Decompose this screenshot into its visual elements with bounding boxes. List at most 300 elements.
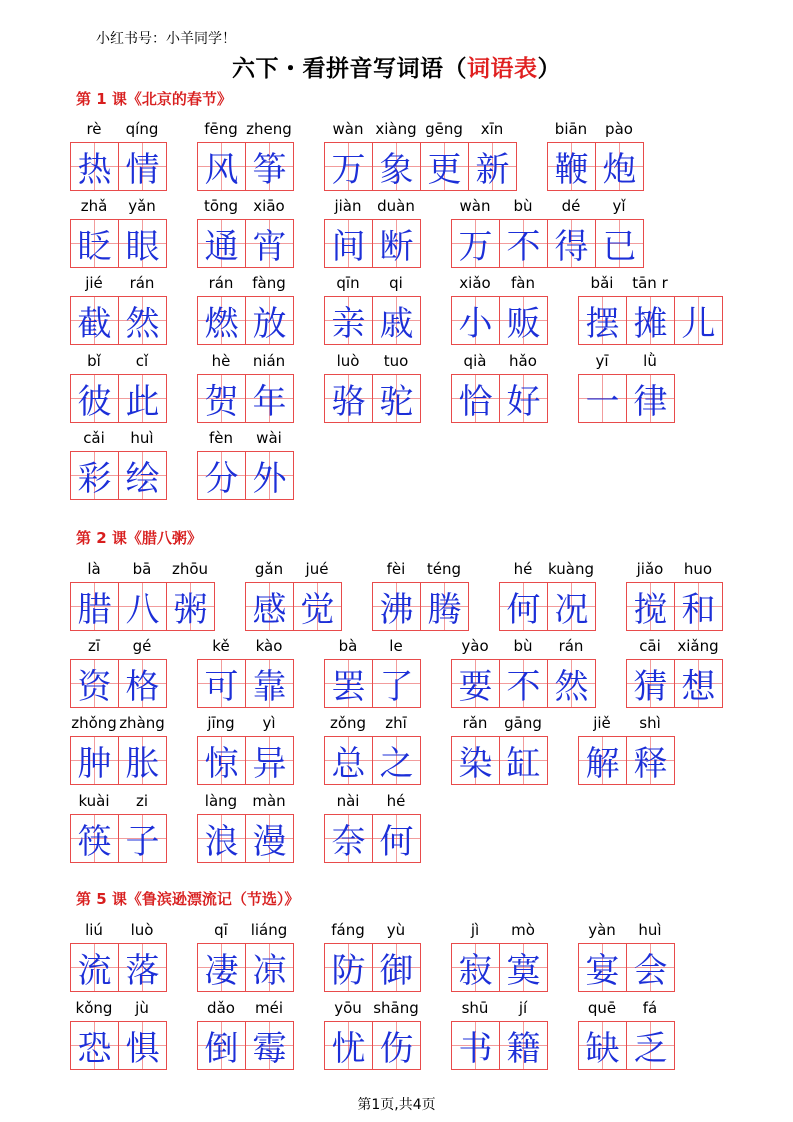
tianzige-cell [118, 374, 167, 423]
hanzi-character: 炮 [602, 150, 637, 190]
pinyin-label: dǎo [207, 999, 235, 1017]
pinyin-label: gǎn [254, 560, 284, 578]
hanzi-character: 恰 [458, 382, 493, 422]
pinyin-label: wàn [459, 197, 491, 215]
tianzige-cell [499, 1021, 548, 1070]
hanzi-character: 年 [252, 382, 287, 422]
pinyin-label: yī [595, 352, 609, 370]
tianzige-cell [70, 142, 119, 191]
hanzi-character: 贺 [204, 382, 239, 422]
tianzige-cell [372, 142, 421, 191]
pinyin-label: bù [513, 197, 533, 215]
tianzige-cell [547, 219, 596, 268]
tianzige-cell [324, 943, 373, 992]
hanzi-character: 漫 [252, 822, 287, 862]
hanzi-character: 恐 [77, 1029, 112, 1069]
pinyin-label: shì [639, 714, 661, 732]
pinyin-label: bà [338, 637, 358, 655]
title-main: 六下・看拼音写词语（ [232, 56, 467, 82]
page-title [0, 50, 793, 83]
hanzi-character: 贩 [506, 304, 541, 344]
pinyin-label: màn [252, 792, 286, 810]
tianzige-cell [324, 659, 373, 708]
hanzi-character: 凉 [252, 951, 287, 991]
hanzi-character: 眨 [77, 227, 112, 267]
pinyin-label: pào [605, 120, 633, 138]
tianzige-cell [451, 659, 500, 708]
hanzi-character: 象 [379, 150, 414, 190]
pinyin-label: zǒng [329, 714, 367, 732]
tianzige-cell [70, 374, 119, 423]
hanzi-character: 落 [125, 951, 160, 991]
hanzi-character: 忧 [331, 1029, 366, 1069]
hanzi-character: 御 [379, 951, 414, 991]
tianzige-cell [451, 1021, 500, 1070]
pinyin-label: zhàng [119, 714, 165, 732]
pinyin-label: jīng [207, 714, 235, 732]
pinyin-label: qīn [336, 274, 360, 292]
tianzige-cell [626, 1021, 675, 1070]
hanzi-character: 何 [506, 590, 541, 630]
tianzige-cell [324, 296, 373, 345]
pinyin-label: yàn [588, 921, 616, 939]
hanzi-character: 了 [379, 667, 414, 707]
pinyin-label: yōu [334, 999, 362, 1017]
pinyin-label: fáng [331, 921, 365, 939]
pinyin-label: huo [683, 560, 713, 578]
hanzi-character: 子 [125, 822, 160, 862]
hanzi-character: 腊 [77, 590, 112, 630]
pinyin-label: gāng [504, 714, 542, 732]
tianzige-cell [197, 1021, 246, 1070]
tianzige-cell [324, 374, 373, 423]
hanzi-character: 沸 [379, 590, 414, 630]
pinyin-label: zhǒng [71, 714, 117, 732]
tianzige-cell [118, 142, 167, 191]
pinyin-label: zhōu [171, 560, 209, 578]
hanzi-character: 解 [585, 744, 620, 784]
hanzi-character: 何 [379, 822, 414, 862]
pinyin-label: jué [305, 560, 329, 578]
pinyin-label: rán [208, 274, 234, 292]
hanzi-character: 分 [204, 459, 239, 499]
pinyin-label: hè [211, 352, 231, 370]
hanzi-character: 更 [427, 150, 462, 190]
pinyin-label: yì [262, 714, 276, 732]
tianzige-cell [674, 659, 723, 708]
pinyin-label: fèi [386, 560, 406, 578]
hanzi-character: 然 [125, 304, 160, 344]
pinyin-label: jù [135, 999, 149, 1017]
pinyin-label: qī [214, 921, 228, 939]
pinyin-label: fá [642, 999, 658, 1017]
hanzi-character: 鞭 [554, 150, 589, 190]
hanzi-character: 伤 [379, 1029, 414, 1069]
hanzi-character: 搅 [633, 590, 668, 630]
lesson-heading: 第 5 课《鲁滨逊漂流记（节选）》 [76, 890, 300, 908]
tianzige-cell [499, 219, 548, 268]
hanzi-character: 外 [252, 459, 287, 499]
pinyin-label: yǎn [128, 197, 156, 215]
pinyin-label: téng [426, 560, 462, 578]
hanzi-character: 一 [585, 382, 620, 422]
tianzige-cell [245, 219, 294, 268]
tianzige-cell [245, 142, 294, 191]
tianzige-cell [245, 736, 294, 785]
hanzi-character: 缸 [506, 744, 541, 784]
tianzige-cell [197, 814, 246, 863]
hanzi-character: 放 [252, 304, 287, 344]
tianzige-cell [245, 943, 294, 992]
tianzige-cell [118, 1021, 167, 1070]
hanzi-character: 倒 [204, 1029, 239, 1069]
tianzige-cell [674, 582, 723, 631]
hanzi-character: 流 [77, 951, 112, 991]
hanzi-character: 摊 [633, 304, 668, 344]
hanzi-character: 律 [633, 382, 668, 422]
hanzi-character: 染 [458, 744, 493, 784]
pinyin-label: liú [85, 921, 103, 939]
pinyin-label: yù [386, 921, 406, 939]
hanzi-character: 粥 [173, 590, 208, 630]
hanzi-character: 异 [252, 744, 287, 784]
hanzi-character: 靠 [252, 667, 287, 707]
watermark-text: 小红书号：小羊同学！ [96, 31, 236, 47]
pinyin-label: wài [256, 429, 282, 447]
hanzi-character: 眼 [125, 227, 160, 267]
pinyin-label: zhī [385, 714, 407, 732]
pinyin-label: qíng [125, 120, 159, 138]
pinyin-label: xīn [480, 120, 504, 138]
pinyin-label: jié [85, 274, 103, 292]
pinyin-label: zheng [246, 120, 292, 138]
tianzige-cell [372, 374, 421, 423]
pinyin-label: huì [638, 921, 662, 939]
tianzige-cell [118, 582, 167, 631]
hanzi-character: 书 [458, 1029, 493, 1069]
hanzi-character: 凄 [204, 951, 239, 991]
pinyin-label: cāi [639, 637, 661, 655]
tianzige-cell [245, 582, 294, 631]
tianzige-cell [372, 219, 421, 268]
hanzi-character: 得 [554, 227, 589, 267]
pinyin-label: méi [254, 999, 283, 1017]
hanzi-character: 已 [602, 227, 637, 267]
tianzige-cell [372, 582, 421, 631]
tianzige-cell [626, 943, 675, 992]
pinyin-label: nài [336, 792, 360, 810]
hanzi-character: 要 [458, 667, 493, 707]
tianzige-cell [372, 943, 421, 992]
tianzige-cell [324, 142, 373, 191]
tianzige-cell [324, 736, 373, 785]
tianzige-cell [578, 296, 627, 345]
pinyin-label: zi [135, 792, 149, 810]
hanzi-character: 缺 [585, 1029, 620, 1069]
tianzige-cell [245, 659, 294, 708]
hanzi-character: 好 [506, 382, 541, 422]
hanzi-character: 肿 [77, 744, 112, 784]
hanzi-character: 截 [77, 304, 112, 344]
hanzi-character: 八 [125, 590, 160, 630]
pinyin-label: bǐ [87, 352, 101, 370]
tianzige-cell [70, 736, 119, 785]
tianzige-cell [197, 943, 246, 992]
hanzi-character: 热 [77, 150, 112, 190]
tianzige-cell [451, 736, 500, 785]
hanzi-character: 亲 [331, 304, 366, 344]
hanzi-character: 然 [554, 667, 589, 707]
tianzige-cell [245, 296, 294, 345]
pinyin-label: rán [558, 637, 584, 655]
tianzige-cell [372, 296, 421, 345]
pinyin-label: yǐ [612, 197, 626, 215]
tianzige-cell [324, 219, 373, 268]
pinyin-label: biān [554, 120, 588, 138]
pinyin-label: cǎi [83, 429, 105, 447]
hanzi-character: 戚 [379, 304, 414, 344]
hanzi-character: 想 [681, 667, 716, 707]
hanzi-character: 不 [506, 227, 541, 267]
pinyin-label: zhǎ [80, 197, 108, 215]
hanzi-character: 罢 [331, 667, 366, 707]
hanzi-character: 况 [554, 590, 589, 630]
pinyin-label: huì [130, 429, 154, 447]
hanzi-character: 浪 [204, 822, 239, 862]
pinyin-label: gēng [425, 120, 463, 138]
pinyin-label: fèn [208, 429, 234, 447]
pinyin-label: wàn [332, 120, 364, 138]
hanzi-character: 筝 [252, 150, 287, 190]
tianzige-cell [578, 374, 627, 423]
pinyin-label: bǎi [590, 274, 614, 292]
tianzige-cell [499, 659, 548, 708]
hanzi-character: 乏 [633, 1029, 668, 1069]
tianzige-cell [118, 296, 167, 345]
pinyin-label: kě [212, 637, 230, 655]
tianzige-cell [245, 374, 294, 423]
hanzi-character: 驼 [379, 382, 414, 422]
tianzige-cell [245, 814, 294, 863]
pinyin-label: xiāo [253, 197, 285, 215]
tianzige-cell [324, 1021, 373, 1070]
hanzi-character: 格 [125, 667, 160, 707]
hanzi-character: 觉 [300, 590, 335, 630]
pinyin-label: cǐ [135, 352, 149, 370]
tianzige-cell [70, 451, 119, 500]
tianzige-cell [372, 659, 421, 708]
tianzige-cell [626, 582, 675, 631]
tianzige-cell [595, 219, 644, 268]
hanzi-character: 万 [331, 150, 366, 190]
pinyin-label: rè [86, 120, 102, 138]
lesson-heading: 第 1 课《北京的春节》 [76, 90, 232, 108]
tianzige-cell [547, 582, 596, 631]
hanzi-character: 燃 [204, 304, 239, 344]
pinyin-label: làng [204, 792, 238, 810]
pinyin-label: fàng [252, 274, 286, 292]
hanzi-character: 和 [681, 590, 716, 630]
tianzige-cell [70, 814, 119, 863]
tianzige-cell [578, 943, 627, 992]
pinyin-label: fēng [204, 120, 238, 138]
tianzige-cell [626, 374, 675, 423]
tianzige-cell [70, 659, 119, 708]
hanzi-character: 寞 [506, 951, 541, 991]
pinyin-label: zī [87, 637, 101, 655]
pinyin-label: tōng [203, 197, 239, 215]
tianzige-cell [578, 1021, 627, 1070]
pinyin-label: rǎn [462, 714, 488, 732]
pinyin-label: kǒng [75, 999, 113, 1017]
pinyin-label: dé [561, 197, 581, 215]
tianzige-cell [451, 374, 500, 423]
hanzi-character: 儿 [681, 304, 716, 344]
hanzi-character: 绘 [125, 459, 160, 499]
hanzi-character: 霉 [252, 1029, 287, 1069]
pinyin-label: nián [252, 352, 286, 370]
tianzige-cell [578, 736, 627, 785]
hanzi-character: 万 [458, 227, 493, 267]
tianzige-cell [547, 142, 596, 191]
pinyin-label: qi [389, 274, 403, 292]
tianzige-cell [674, 296, 723, 345]
tianzige-cell [420, 582, 469, 631]
hanzi-character: 总 [331, 744, 366, 784]
pinyin-label: qià [463, 352, 487, 370]
tianzige-cell [451, 943, 500, 992]
hanzi-character: 骆 [331, 382, 366, 422]
title-highlight: 词语表 [467, 56, 538, 82]
hanzi-character: 寂 [458, 951, 493, 991]
pinyin-label: luò [130, 921, 154, 939]
hanzi-character: 小 [458, 304, 493, 344]
tianzige-cell [197, 451, 246, 500]
hanzi-character: 此 [125, 382, 160, 422]
pinyin-label: jiě [593, 714, 611, 732]
tianzige-cell [118, 219, 167, 268]
pinyin-label: quē [587, 999, 617, 1017]
hanzi-character: 摆 [585, 304, 620, 344]
tianzige-cell [197, 736, 246, 785]
title-tail: ） [537, 56, 561, 82]
tianzige-cell [420, 142, 469, 191]
pinyin-label: kuàng [548, 560, 594, 578]
pinyin-label: liáng [250, 921, 288, 939]
tianzige-cell [372, 736, 421, 785]
pinyin-label: kào [255, 637, 283, 655]
hanzi-character: 不 [506, 667, 541, 707]
tianzige-cell [626, 736, 675, 785]
tianzige-cell [118, 814, 167, 863]
tianzige-cell [372, 1021, 421, 1070]
pinyin-label: tān r [632, 274, 668, 292]
hanzi-character: 之 [379, 744, 414, 784]
tianzige-cell [197, 142, 246, 191]
hanzi-character: 防 [331, 951, 366, 991]
tianzige-cell [70, 1021, 119, 1070]
tianzige-cell [468, 142, 517, 191]
tianzige-cell [166, 582, 215, 631]
hanzi-character: 奈 [331, 822, 366, 862]
tianzige-cell [118, 943, 167, 992]
pinyin-label: gé [132, 637, 152, 655]
pinyin-label: tuo [383, 352, 409, 370]
hanzi-character: 间 [331, 227, 366, 267]
hanzi-character: 彩 [77, 459, 112, 499]
hanzi-character: 风 [204, 150, 239, 190]
pinyin-label: kuài [78, 792, 110, 810]
tianzige-cell [245, 451, 294, 500]
hanzi-character: 感 [252, 590, 287, 630]
hanzi-character: 彼 [77, 382, 112, 422]
tianzige-cell [118, 659, 167, 708]
tianzige-cell [70, 582, 119, 631]
hanzi-character: 释 [633, 744, 668, 784]
pinyin-label: duàn [377, 197, 415, 215]
pinyin-label: hǎo [509, 352, 537, 370]
tianzige-cell [197, 219, 246, 268]
pinyin-label: le [389, 637, 403, 655]
tianzige-cell [245, 1021, 294, 1070]
tianzige-cell [197, 296, 246, 345]
hanzi-character: 资 [77, 667, 112, 707]
tianzige-cell [293, 582, 342, 631]
hanzi-character: 籍 [506, 1029, 541, 1069]
hanzi-character: 情 [125, 150, 160, 190]
tianzige-cell [499, 374, 548, 423]
hanzi-character: 腾 [427, 590, 462, 630]
tianzige-cell [547, 659, 596, 708]
tianzige-cell [626, 296, 675, 345]
pinyin-label: hé [386, 792, 406, 810]
pinyin-label: hé [513, 560, 533, 578]
hanzi-character: 筷 [77, 822, 112, 862]
pinyin-label: lǜ [643, 352, 657, 370]
pinyin-label: jiǎo [636, 560, 664, 578]
hanzi-character: 猜 [633, 667, 668, 707]
lesson-heading: 第 2 课《腊八粥》 [76, 529, 202, 547]
tianzige-cell [197, 659, 246, 708]
tianzige-cell [499, 582, 548, 631]
pinyin-label: jiàn [334, 197, 362, 215]
tianzige-cell [197, 374, 246, 423]
pinyin-label: jí [518, 999, 528, 1017]
tianzige-cell [499, 296, 548, 345]
hanzi-character: 胀 [125, 744, 160, 784]
pinyin-label: xiǎo [459, 274, 491, 292]
pinyin-label: fàn [511, 274, 535, 292]
pinyin-label: xiǎng [677, 637, 719, 655]
tianzige-cell [70, 943, 119, 992]
pinyin-label: jì [470, 921, 480, 939]
pinyin-label: bù [513, 637, 533, 655]
pinyin-label: yào [461, 637, 489, 655]
tianzige-cell [70, 296, 119, 345]
tianzige-cell [499, 736, 548, 785]
tianzige-cell [499, 943, 548, 992]
tianzige-cell [118, 451, 167, 500]
hanzi-character: 会 [633, 951, 668, 991]
hanzi-character: 惧 [125, 1029, 160, 1069]
pinyin-label: là [87, 560, 101, 578]
hanzi-character: 通 [204, 227, 239, 267]
pinyin-label: mò [511, 921, 535, 939]
tianzige-cell [626, 659, 675, 708]
hanzi-character: 可 [204, 667, 239, 707]
tianzige-cell [372, 814, 421, 863]
hanzi-character: 宵 [252, 227, 287, 267]
